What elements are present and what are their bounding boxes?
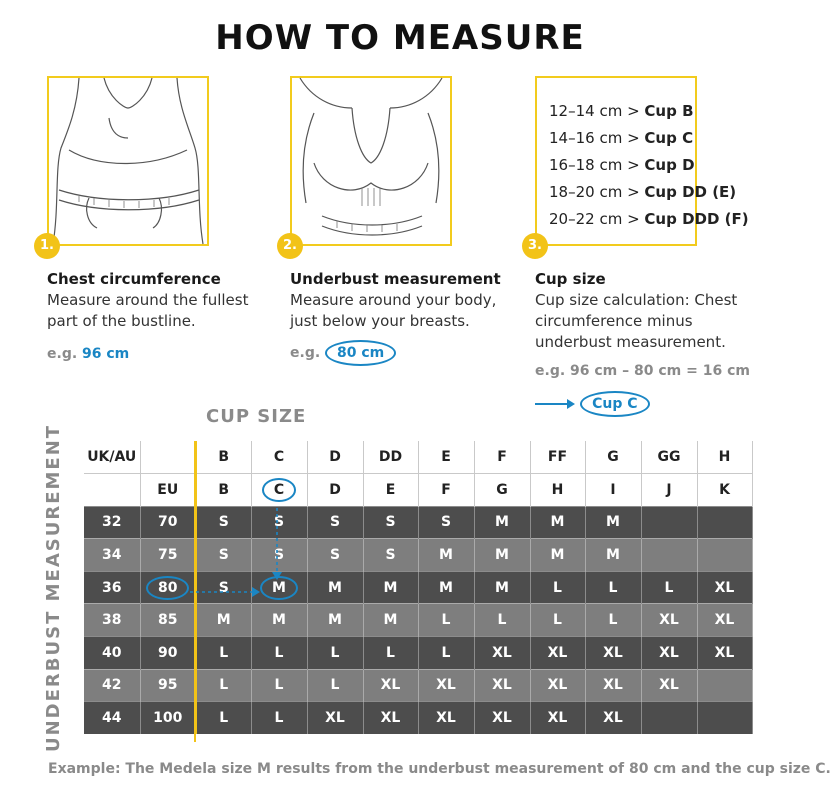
cup-range-list xyxy=(549,98,749,233)
size-cell: L xyxy=(363,637,418,670)
step-1-badge: 1. xyxy=(34,233,60,259)
size-cell: S xyxy=(418,506,474,539)
cup-range-value: 12–14 cm > xyxy=(549,102,640,120)
cup-range-box xyxy=(535,76,749,246)
size-cell: L xyxy=(196,702,251,735)
step-2-body: Measure around your body, just below your breasts. xyxy=(290,291,497,330)
step-1-example xyxy=(47,346,277,362)
header-cell: J xyxy=(641,474,697,507)
cup-result-highlight: Cup C xyxy=(580,391,649,417)
size-cell: M xyxy=(307,571,363,604)
cup-range-item xyxy=(549,152,749,179)
size-cell: L xyxy=(530,604,585,637)
example-calc: 96 cm – 80 cm = 16 cm xyxy=(570,363,750,379)
uk-size-cell: 44 xyxy=(84,702,140,735)
size-cell: M xyxy=(585,539,641,572)
header-cell: E xyxy=(418,441,474,474)
table-row xyxy=(84,539,752,572)
table-row xyxy=(84,637,752,670)
size-cell: M xyxy=(196,604,251,637)
underbust-illustration-box xyxy=(290,76,452,246)
step-2-text xyxy=(290,270,520,366)
example-value: 96 cm xyxy=(82,346,130,362)
cup-range-cup: Cup C xyxy=(644,129,694,147)
size-cell: S xyxy=(196,539,251,572)
cup-size-label: CUP SIZE xyxy=(206,406,307,427)
size-cell: L xyxy=(251,637,307,670)
table-row xyxy=(84,506,752,539)
header-cell: EU xyxy=(140,474,196,507)
header-cell: I xyxy=(585,474,641,507)
size-cell: L xyxy=(251,669,307,702)
cup-range-item xyxy=(549,125,749,152)
size-cell: M xyxy=(307,604,363,637)
cup-range-cup: Cup DD (E) xyxy=(644,183,737,201)
size-cell: M xyxy=(251,604,307,637)
step-2-badge: 2. xyxy=(277,233,303,259)
size-cell: XL xyxy=(641,604,697,637)
arrow-right-icon xyxy=(535,397,575,411)
size-cell: L xyxy=(251,702,307,735)
size-cell-highlighted xyxy=(251,571,307,604)
page-title: HOW TO MEASURE xyxy=(215,18,585,58)
size-cell: S xyxy=(307,506,363,539)
cup-result-row xyxy=(535,391,650,417)
size-cell: S xyxy=(251,506,307,539)
size-cell: XL xyxy=(474,669,530,702)
step-3-example xyxy=(535,363,765,379)
size-cell: XL xyxy=(585,669,641,702)
size-cell: S xyxy=(196,571,251,604)
eu-size-cell-highlighted xyxy=(140,571,196,604)
header-cell: G xyxy=(585,441,641,474)
cup-range-item xyxy=(549,206,749,233)
size-cell: S xyxy=(363,506,418,539)
header-cell: G xyxy=(474,474,530,507)
size-cell: XL xyxy=(585,702,641,735)
size-cell: S xyxy=(196,506,251,539)
uk-size-cell: 40 xyxy=(84,637,140,670)
header-cell: D xyxy=(307,474,363,507)
size-chart-table xyxy=(84,441,753,734)
size-cell: S xyxy=(307,539,363,572)
header-cell: GG xyxy=(641,441,697,474)
step-2-example xyxy=(290,340,520,366)
eu-80-highlight: 80 xyxy=(146,576,189,600)
example-prefix: e.g. xyxy=(47,346,78,362)
size-cell: XL xyxy=(697,637,752,670)
uk-size-cell: 42 xyxy=(84,669,140,702)
header-cell: UK/AU xyxy=(84,441,140,474)
header-cell: F xyxy=(474,441,530,474)
uk-size-cell: 38 xyxy=(84,604,140,637)
size-cell: M xyxy=(474,506,530,539)
step-1-text xyxy=(47,270,277,362)
header-cell: B xyxy=(196,441,251,474)
size-cell: L xyxy=(307,669,363,702)
underbust-axis-label: UNDERBUST MEASUREMENT xyxy=(43,423,64,752)
size-cell: L xyxy=(585,604,641,637)
header-cell: F xyxy=(418,474,474,507)
size-cell: L xyxy=(307,637,363,670)
eu-size-cell: 95 xyxy=(140,669,196,702)
size-cell: M xyxy=(418,571,474,604)
cup-range-value: 20–22 cm > xyxy=(549,210,640,228)
cup-range-value: 18–20 cm > xyxy=(549,183,640,201)
cup-c-highlight: C xyxy=(262,478,296,502)
cup-range-value: 16–18 cm > xyxy=(549,156,640,174)
footnote: Example: The Medela size M results from the underbust measurement of 80 cm and the cup size C. xyxy=(48,761,831,777)
uk-size-cell: 36 xyxy=(84,571,140,604)
example-prefix: e.g. xyxy=(290,345,321,361)
size-cell xyxy=(697,539,752,572)
size-cell: M xyxy=(585,506,641,539)
cup-range-cup: Cup B xyxy=(644,102,694,120)
size-cell: XL xyxy=(474,637,530,670)
size-cell: L xyxy=(585,571,641,604)
size-cell: XL xyxy=(474,702,530,735)
size-cell: M xyxy=(363,571,418,604)
chest-illustration-box xyxy=(47,76,209,246)
size-cell: XL xyxy=(363,702,418,735)
size-cell: XL xyxy=(697,571,752,604)
step-3-badge: 3. xyxy=(522,233,548,259)
size-cell: XL xyxy=(585,637,641,670)
eu-size-cell: 90 xyxy=(140,637,196,670)
size-cell: XL xyxy=(530,669,585,702)
size-cell: L xyxy=(474,604,530,637)
cup-range-item xyxy=(549,98,749,125)
header-cell xyxy=(140,441,196,474)
eu-size-cell: 85 xyxy=(140,604,196,637)
step-2-heading: Underbust measurement xyxy=(290,270,501,288)
uk-size-cell: 32 xyxy=(84,506,140,539)
size-cell: XL xyxy=(418,702,474,735)
table-row xyxy=(84,702,752,735)
size-cell: XL xyxy=(307,702,363,735)
example-value-highlight: 80 cm xyxy=(325,340,396,366)
size-cell xyxy=(641,539,697,572)
header-cell: FF xyxy=(530,441,585,474)
uk-size-cell: 34 xyxy=(84,539,140,572)
header-row-uk xyxy=(84,441,752,474)
size-cell: S xyxy=(251,539,307,572)
step-1-heading: Chest circumference xyxy=(47,270,221,288)
header-cell: C xyxy=(251,441,307,474)
header-cell-highlighted xyxy=(251,474,307,507)
header-cell: K xyxy=(697,474,752,507)
header-cell: E xyxy=(363,474,418,507)
size-cell: L xyxy=(418,604,474,637)
size-cell: XL xyxy=(530,702,585,735)
table-row xyxy=(84,571,752,604)
cup-range-item xyxy=(549,179,749,206)
size-cell xyxy=(641,702,697,735)
size-cell xyxy=(697,506,752,539)
step-3-body: Cup size calculation: Chest circumference minus underbust measurement. xyxy=(535,291,738,351)
size-cell xyxy=(697,669,752,702)
header-cell: D xyxy=(307,441,363,474)
size-cell: M xyxy=(474,539,530,572)
table-row xyxy=(84,669,752,702)
size-cell xyxy=(641,506,697,539)
chest-measure-illustration xyxy=(49,78,207,244)
eu-size-cell: 70 xyxy=(140,506,196,539)
underbust-measure-illustration xyxy=(292,78,450,244)
eu-size-cell: 75 xyxy=(140,539,196,572)
size-cell: S xyxy=(363,539,418,572)
header-cell xyxy=(84,474,140,507)
header-cell: DD xyxy=(363,441,418,474)
size-cell: XL xyxy=(418,669,474,702)
size-cell: L xyxy=(196,669,251,702)
header-cell: H xyxy=(530,474,585,507)
size-cell: L xyxy=(530,571,585,604)
cup-range-value: 14–16 cm > xyxy=(549,129,640,147)
size-cell xyxy=(697,702,752,735)
header-cell: B xyxy=(196,474,251,507)
size-cell: L xyxy=(196,637,251,670)
size-cell: M xyxy=(363,604,418,637)
size-cell: XL xyxy=(363,669,418,702)
step-3-heading: Cup size xyxy=(535,270,606,288)
step-1-body: Measure around the fullest part of the bustline. xyxy=(47,291,249,330)
table-row xyxy=(84,604,752,637)
example-prefix: e.g. xyxy=(535,363,566,379)
size-cell: XL xyxy=(641,637,697,670)
size-cell: M xyxy=(530,539,585,572)
cup-range-cup: Cup DDD (F) xyxy=(644,210,749,228)
size-cell: M xyxy=(530,506,585,539)
size-cell: M xyxy=(418,539,474,572)
size-cell: XL xyxy=(641,669,697,702)
header-cell: H xyxy=(697,441,752,474)
result-size-highlight: M xyxy=(260,576,298,600)
cup-range-cup: Cup D xyxy=(644,156,695,174)
header-row-eu xyxy=(84,474,752,507)
eu-size-cell: 100 xyxy=(140,702,196,735)
size-cell: XL xyxy=(530,637,585,670)
size-cell: L xyxy=(641,571,697,604)
size-cell: XL xyxy=(697,604,752,637)
step-3-text xyxy=(535,270,765,379)
size-cell: M xyxy=(474,571,530,604)
size-cell: L xyxy=(418,637,474,670)
